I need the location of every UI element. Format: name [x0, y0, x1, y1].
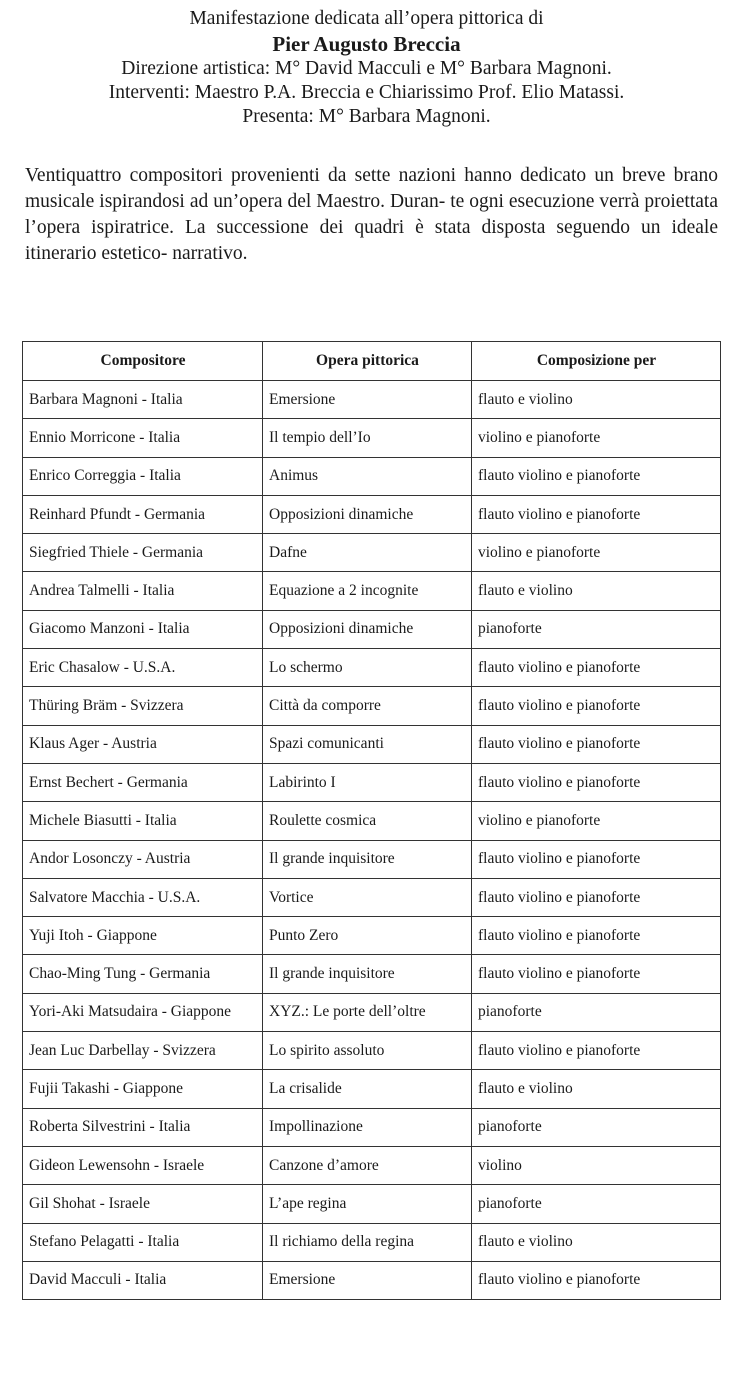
- composer-cell: Enrico Correggia - Italia: [23, 457, 263, 495]
- intro-paragraph: [25, 163, 718, 267]
- composer-cell: Ernst Bechert - Germania: [23, 763, 263, 801]
- intro-line: te ogni esecuzione verrà proiettata l’opera ispiratrice. La successione: [25, 191, 719, 238]
- instrumentation-cell: flauto violino e pianoforte: [472, 840, 721, 878]
- instrumentation-cell: pianoforte: [472, 993, 721, 1031]
- table-row: [23, 955, 721, 993]
- table-row: [23, 725, 721, 763]
- instrumentation-cell: flauto e violino: [472, 1223, 721, 1261]
- composer-cell: Salvatore Macchia - U.S.A.: [23, 878, 263, 916]
- instrumentation-cell: pianoforte: [472, 1108, 721, 1146]
- painting-cell: Il tempio dell’Io: [263, 419, 472, 457]
- painting-cell: Punto Zero: [263, 917, 472, 955]
- instrumentation-cell: violino e pianoforte: [472, 802, 721, 840]
- intro-line: narrativo.: [172, 243, 248, 264]
- table-row: [23, 878, 721, 916]
- table-row: [23, 1223, 721, 1261]
- painting-cell: Opposizioni dinamiche: [263, 610, 472, 648]
- painting-cell: Opposizioni dinamiche: [263, 495, 472, 533]
- table-row: [23, 1185, 721, 1223]
- artistic-direction: Direzione artistica: M° David Macculi e M° Barbara Magnoni.: [121, 58, 612, 79]
- instrumentation-cell: violino: [472, 1146, 721, 1184]
- painting-cell: Canzone d’amore: [263, 1146, 472, 1184]
- table-row: [23, 763, 721, 801]
- instrumentation-cell: flauto e violino: [472, 572, 721, 610]
- artist-name: Pier Augusto Breccia: [272, 32, 461, 56]
- instrumentation-cell: violino e pianoforte: [472, 419, 721, 457]
- composer-cell: Ennio Morricone - Italia: [23, 419, 263, 457]
- header: [0, 0, 733, 129]
- instrumentation-cell: flauto e violino: [472, 381, 721, 419]
- painting-cell: L’ape regina: [263, 1185, 472, 1223]
- painting-cell: Spazi comunicanti: [263, 725, 472, 763]
- composer-cell: Klaus Ager - Austria: [23, 725, 263, 763]
- header-composer: Compositore: [23, 342, 263, 381]
- composer-cell: Andor Losonczy - Austria: [23, 840, 263, 878]
- painting-cell: Equazione a 2 incognite: [263, 572, 472, 610]
- instrumentation-cell: flauto violino e pianoforte: [472, 763, 721, 801]
- presenter: Presenta: M° Barbara Magnoni.: [242, 106, 491, 127]
- painting-cell: Lo spirito assoluto: [263, 1032, 472, 1070]
- instrumentation-cell: flauto violino e pianoforte: [472, 955, 721, 993]
- table-row: [23, 917, 721, 955]
- painting-cell: Città da comporre: [263, 687, 472, 725]
- instrumentation-cell: flauto e violino: [472, 1070, 721, 1108]
- table-row: [23, 1261, 721, 1299]
- composer-cell: Gideon Lewensohn - Israele: [23, 1146, 263, 1184]
- composer-cell: Yuji Itoh - Giappone: [23, 917, 263, 955]
- painting-cell: Labirinto I: [263, 763, 472, 801]
- table-row: [23, 993, 721, 1031]
- table-row: [23, 495, 721, 533]
- composer-cell: Thüring Bräm - Svizzera: [23, 687, 263, 725]
- instrumentation-cell: flauto violino e pianoforte: [472, 457, 721, 495]
- painting-cell: Lo schermo: [263, 649, 472, 687]
- header-composition: Composizione per: [472, 342, 721, 381]
- painting-cell: Dafne: [263, 534, 472, 572]
- header-painting: Opera pittorica: [263, 342, 472, 381]
- instrumentation-cell: flauto violino e pianoforte: [472, 1032, 721, 1070]
- painting-cell: Animus: [263, 457, 472, 495]
- table-row: [23, 687, 721, 725]
- composers-table-container: [22, 341, 720, 1300]
- table-row: [23, 572, 721, 610]
- composer-cell: Michele Biasutti - Italia: [23, 802, 263, 840]
- instrumentation-cell: flauto violino e pianoforte: [472, 878, 721, 916]
- composer-cell: Fujii Takashi - Giappone: [23, 1070, 263, 1108]
- composer-cell: David Macculi - Italia: [23, 1261, 263, 1299]
- instrumentation-cell: flauto violino e pianoforte: [472, 649, 721, 687]
- composer-cell: Yori-Aki Matsudaira - Giappone: [23, 993, 263, 1031]
- instrumentation-cell: flauto violino e pianoforte: [472, 495, 721, 533]
- table-row: [23, 840, 721, 878]
- painting-cell: Il grande inquisitore: [263, 840, 472, 878]
- intro-line: un breve brano musicale ispirandosi ad un’opera del Maestro. Duran-: [25, 165, 718, 212]
- event-title: Manifestazione dedicata all’opera pittorica di: [189, 8, 544, 29]
- composer-cell: Stefano Pelagatti - Italia: [23, 1223, 263, 1261]
- table-row: [23, 1070, 721, 1108]
- instrumentation-cell: flauto violino e pianoforte: [472, 725, 721, 763]
- table-row: [23, 419, 721, 457]
- instrumentation-cell: pianoforte: [472, 1185, 721, 1223]
- intro-line: dei quadri è stata disposta seguendo un ideale itinerario estetico-: [25, 217, 718, 264]
- composer-cell: Jean Luc Darbellay - Svizzera: [23, 1032, 263, 1070]
- table-row: [23, 610, 721, 648]
- painting-cell: Vortice: [263, 878, 472, 916]
- composer-cell: Andrea Talmelli - Italia: [23, 572, 263, 610]
- instrumentation-cell: flauto violino e pianoforte: [472, 687, 721, 725]
- table-body: [23, 381, 721, 1300]
- table-row: [23, 381, 721, 419]
- instrumentation-cell: flauto violino e pianoforte: [472, 917, 721, 955]
- painting-cell: Emersione: [263, 381, 472, 419]
- intro-line: Ventiquattro compositori provenienti da sette nazioni hanno dedicato: [25, 165, 595, 186]
- composers-table: [22, 341, 721, 1300]
- interventions: Interventi: Maestro P.A. Breccia e Chiarissimo Prof. Elio Matassi.: [108, 82, 625, 103]
- instrumentation-cell: pianoforte: [472, 610, 721, 648]
- table-row: [23, 649, 721, 687]
- table-row: [23, 1146, 721, 1184]
- composer-cell: Siegfried Thiele - Germania: [23, 534, 263, 572]
- table-row: [23, 1032, 721, 1070]
- composer-cell: Gil Shohat - Israele: [23, 1185, 263, 1223]
- table-row: [23, 457, 721, 495]
- painting-cell: Il grande inquisitore: [263, 955, 472, 993]
- painting-cell: La crisalide: [263, 1070, 472, 1108]
- painting-cell: Emersione: [263, 1261, 472, 1299]
- composer-cell: Roberta Silvestrini - Italia: [23, 1108, 263, 1146]
- composer-cell: Giacomo Manzoni - Italia: [23, 610, 263, 648]
- instrumentation-cell: flauto violino e pianoforte: [472, 1261, 721, 1299]
- composer-cell: Eric Chasalow - U.S.A.: [23, 649, 263, 687]
- table-row: [23, 534, 721, 572]
- table-header-row: [23, 342, 721, 381]
- painting-cell: Roulette cosmica: [263, 802, 472, 840]
- painting-cell: Impollinazione: [263, 1108, 472, 1146]
- table-row: [23, 1108, 721, 1146]
- composer-cell: Barbara Magnoni - Italia: [23, 381, 263, 419]
- instrumentation-cell: violino e pianoforte: [472, 534, 721, 572]
- composer-cell: Chao-Ming Tung - Germania: [23, 955, 263, 993]
- table-row: [23, 802, 721, 840]
- composer-cell: Reinhard Pfundt - Germania: [23, 495, 263, 533]
- painting-cell: Il richiamo della regina: [263, 1223, 472, 1261]
- painting-cell: XYZ.: Le porte dell’oltre: [263, 993, 472, 1031]
